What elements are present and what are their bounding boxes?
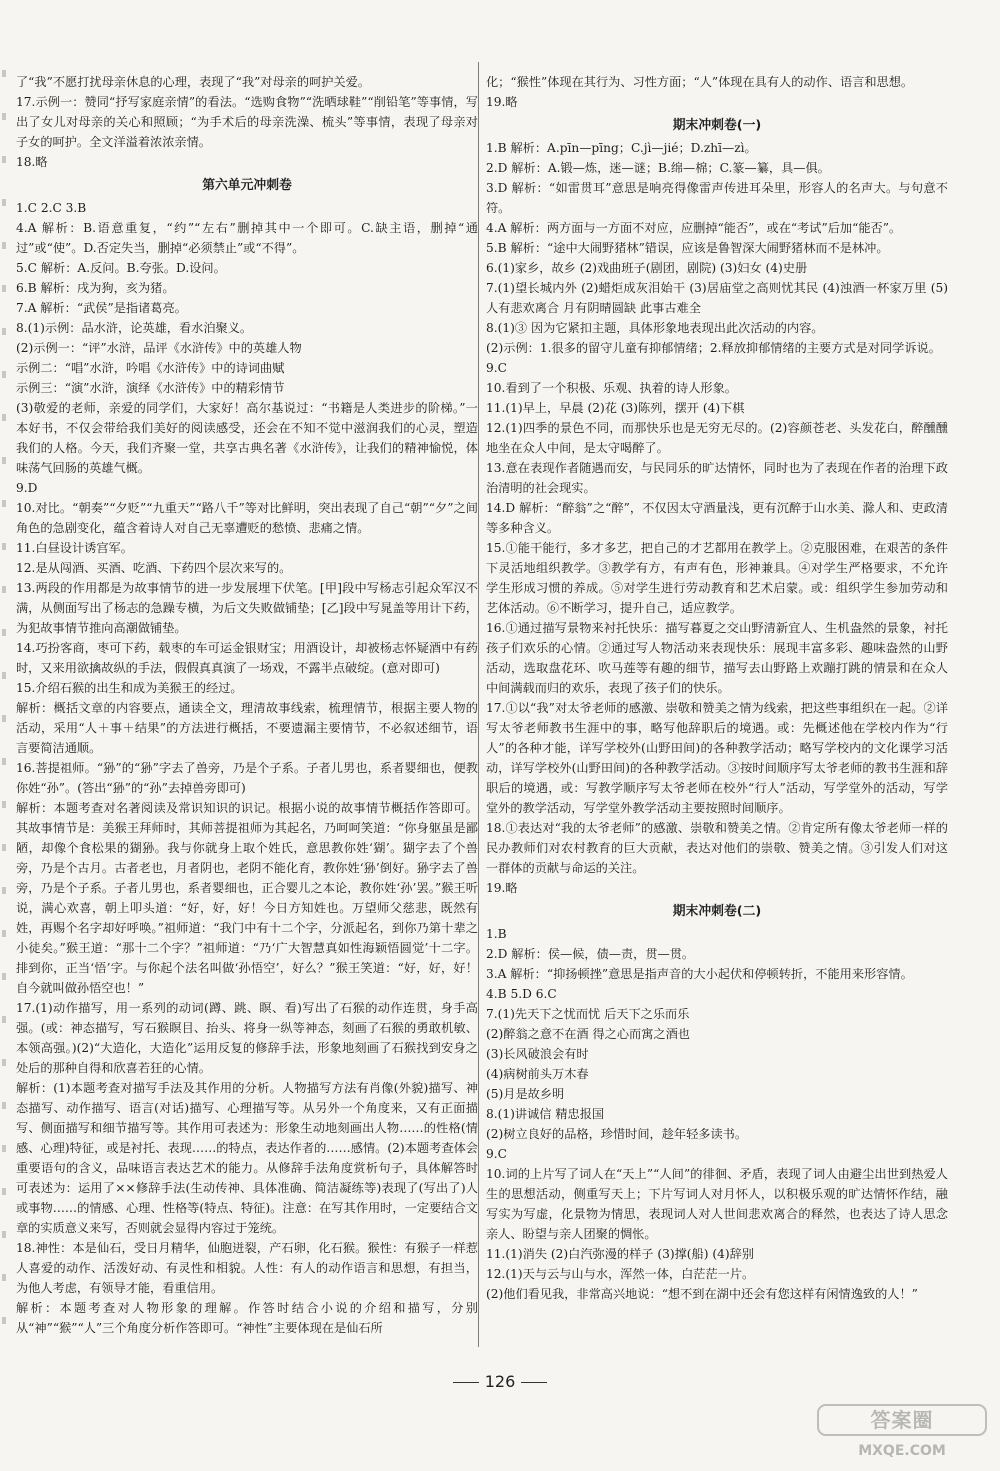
answer-paragraph: 1.B (486, 927, 507, 941)
column-divider (478, 62, 479, 1347)
answer-paragraph: 10.看到了一个积极、乐观、执着的诗人形象。 (486, 381, 737, 395)
answer-paragraph: 2.D 解析：侯—候，债—责，贯—贯。 (486, 947, 695, 961)
answer-paragraph: 19.略 (486, 95, 518, 109)
answer-paragraph: 11.(1)早上，早晨 (2)花 (3)陈列，摆开 (4)下棋 (486, 401, 745, 415)
answer-paragraph: 16.菩提祖师。“狲”的“狲”字去了兽旁，乃是个子系。子者儿男也，系者婴细也，便教你姓“孙”。(答出“狲”的“孙”去掉兽旁即可) (16, 761, 478, 795)
left-column (16, 72, 478, 1338)
answer-paragraph: 解析：本题考查对人物形象的理解。作答时结合小说的介绍和描写，分别从“神”“猴”“人”三个角度分析作答即可。“神性”主要体现在是仙石所 (16, 1301, 478, 1335)
answer-paragraph: (5)月是故乡明 (486, 1087, 565, 1101)
right-column (486, 72, 948, 1304)
answer-paragraph: 11.(1)消失 (2)白汽弥漫的样子 (3)撑(船) (4)辞别 (486, 1247, 755, 1261)
answer-paragraph: 解析：本题考查对名著阅读及常识知识的识记。根据小说的故事情节概括作答即可。其故事情节是：美猴王拜师时，其师菩提祖师为其起名，乃呵呵笑道：“你身躯虽是鄙陋，却像个食松果的猢狲。我与你就身上取个姓氏，意思教你姓‘猢’。猢字去了个兽旁，乃是个古月。古者老也，月者阴也，老阴不能化育，教你姓‘狲’倒好。狲字去了兽旁，乃是个子系。子者儿男也，系者婴细也，正合婴儿之本论，教你姓‘孙’罢。”猴王听说，满心欢喜，朝上叩头道：“好，好，好！今日方知姓也。万望师父慈悲，既然有姓，再赐个名字却好呼唤。”祖师道：“我门中有十二个字，分派起名，到你乃第十辈之小徒矣。”猴王道：“那十二个字？”祖师道：“乃‘广大智慧真如性海颖悟圆觉’十二字。排到你，正当‘悟’字。与你起个法名叫做‘孙悟空’，好么？”猴王笑道：“好，好，好！自今就叫做孙悟空也！” (16, 801, 478, 995)
answer-paragraph: 13.意在表现作者随遇而安，与民同乐的旷达情怀，同时也为了表现在作者的治理下政治清明的社会现实。 (486, 461, 948, 495)
answer-paragraph: 8.(1)③ 因为它紧扣主题，具体形象地表现出此次活动的内容。 (486, 321, 824, 335)
answer-paragraph: 17.(1)动作描写，用一系列的动词(蹲、跳、瞑、看)写出了石猴的动作连贯，身手高强。(或：神态描写，写石猴瞑目、抬头、将身一纵等神态，刻画了石猴的勇敢机敏、本领高强。)(2)“大造化，大造化”运用反复的修辞手法，形象地刻画了石猴找到安身之处后的那种自得和欣喜若狂的心情。 (16, 1001, 478, 1075)
answer-paragraph: 7.(1)先天下之忧而忧 后天下之乐而乐 (486, 1007, 690, 1021)
answer-paragraph: 8.(1)示例：品水浒，论英雄，看水泊聚义。 (16, 321, 253, 335)
answer-paragraph: 示例三：“演”水浒，演绎《水浒传》中的精彩情节 (16, 381, 285, 395)
answer-paragraph: 13.两段的作用都是为故事情节的进一步发展埋下伏笔。[甲]段中写杨志引起众军汉不满，从侧面写出了杨志的急躁专横，为后文失败做铺垫；[乙]段中写晁盖等用计下药，为犯故事情节推向高潮做铺垫。 (16, 581, 478, 635)
answer-paragraph: 18.神性：本是仙石，受日月精华，仙胞迸裂，产石卵，化石猴。猴性：有猴子一样惹人喜爱的动作、活泼好动、有灵性和相貌。人性：有人的动作语言和思想，有担当，为他人考虑，有领导才能，看重信用。 (16, 1241, 478, 1295)
watermark-logo (812, 1401, 992, 1463)
answer-paragraph: 了“我”不愿打扰母亲休息的心理，表现了“我”对母亲的呵护关爱。 (16, 75, 370, 89)
answer-paragraph: 8.(1)讲诚信 精忠报国 (486, 1107, 605, 1121)
answer-paragraph: 1.C 2.C 3.B (16, 201, 87, 215)
answer-paragraph: 12.(1)四季的景色不同，而那快乐也是无穷无尽的。(2)容颜苍老、头发花白，醉醺醺地坐在众人中间，是太守喝醉了。 (486, 421, 948, 455)
answer-paragraph: 14.D 解析：“醉翁”之“醉”，不仅因太守酒量浅，更有沉醉于山水美、滁人和、吏政清等多种含义。 (486, 501, 948, 535)
answer-paragraph: 12.是从闯酒、买酒、吃酒、下药四个层次来写的。 (16, 561, 292, 575)
answer-paragraph: (4)病树前头万木春 (486, 1067, 589, 1081)
answer-paragraph: 5.C 解析：A.反问。B.夸张。D.设问。 (16, 261, 226, 275)
answer-paragraph: 9.C (486, 1147, 507, 1161)
answer-paragraph: 17.①以“我”对太爷老师的感激、崇敬和赞美之情为线索，把这些事组织在一起。②详写太爷老师教书生涯中的事，略写他辞职后的境遇。或：先概述他在学校内作为“行人”的各种才能，详写学校外(山野田间)的各种教学活动；略写学校内的文化课学习活动，详写学校外(山野田间)的各种教学活动。③按时间顺序写太爷老师的教书生涯和辞职后的境遇，或：写教学顺序写太爷老师在校外“行人”活动，写学堂外的活动，写学堂外的教学活动，写学堂外教学活动主要按照时间顺序。 (486, 701, 948, 815)
answer-paragraph: 16.①通过描写景物来衬托快乐：描写暮夏之交山野清新宜人、生机盎然的景象，衬托孩子们欢乐的心情。②通过写人物活动来表现快乐：展现丰富多彩、趣味盎然的山野活动，选取盘花环、吹马莲等有趣的细节，描写去山野路上欢蹦打跳的情景和在众人中间满载而归的欢乐，表现了孩子们的快乐。 (486, 621, 948, 695)
answer-paragraph: 示例二：“唱”水浒，吟唱《水浒传》中的诗词曲赋 (16, 361, 285, 375)
answer-paragraph: 18.略 (16, 155, 48, 169)
answer-paragraph: 6.(1)家乡，故乡 (2)戏曲班子(剧团，剧院) (3)妇女 (4)史册 (486, 261, 808, 275)
answer-paragraph: (2)示例：1.很多的留守儿童有抑郁情绪；2.释放抑郁情绪的主要方式是对同学诉说。 (486, 341, 941, 355)
answer-paragraph: 10.词的上片写了词人在“天上”“人间”的徘徊、矛盾，表现了词人由避尘出世到热爱人生的思想活动，侧重写天上；下片写词人对月怀人，以积极乐观的旷达情怀作结，融写实为写虚，化景物为情思，表现词人对人世间悲欢离合的释然，也表达了诗人思念亲人、盼望与亲人团聚的惆怅。 (486, 1167, 948, 1241)
answer-paragraph: 10.对比。“朝奏”“夕贬”“九重天”“路八千”等对比鲜明，突出表现了自己“朝”“夕”之间角色的急剧变化，蕴含着诗人对自己无辜遭贬的愁愤、悲痛之情。 (16, 501, 478, 535)
section-heading: 期末冲刺卷(一) (672, 118, 762, 133)
answer-paragraph: 9.C (486, 361, 507, 375)
answer-paragraph: 12.(1)天与云与山与水，浑然一体，白茫茫一片。 (486, 1267, 755, 1281)
answer-paragraph: 15.介绍石猴的出生和成为美猴王的经过。 (16, 681, 243, 695)
answer-paragraph: 7.A 解析：“武侯”是指诸葛亮。 (16, 301, 187, 315)
answer-paragraph: (2)醉翁之意不在酒 得之心而寓之酒也 (486, 1027, 690, 1041)
answer-paragraph: 9.D (16, 481, 38, 495)
answer-paragraph: 17.示例一：赞同“抒写家庭亲情”的看法。“选购食物”“洗晒球鞋”“削铅笔”等事情，写出了女儿对母亲的关心和照顾；“为手术后的母亲洗澡、梳头”等事情，表现了母亲对子女的呵护。全文洋溢着浓浓亲情。 (16, 95, 478, 149)
answer-paragraph: 化；“猴性”体现在其行为、习性方面；“人”体现在具有人的动作、语言和思想。 (486, 75, 914, 89)
answer-paragraph: 4.B 5.D 6.C (486, 987, 557, 1001)
answer-paragraph: 11.白昼设计诱宫军。 (16, 541, 133, 555)
page-number-text: 126 (484, 1372, 516, 1391)
answer-paragraph: 3.D 解析：“如雷贯耳”意思是响亮得像雷声传进耳朵里，形容人的名声大。与句意不符。 (486, 181, 948, 215)
answer-paragraph: 14.巧扮客商，枣可下药，载枣的车可运金银财宝；用酒设计，却被杨志怀疑酒中有药时，又来用欲擒故纵的手法，假假真真演了一场戏，不露半点破绽。(意对即可) (16, 641, 478, 675)
answer-paragraph: 1.B 解析：A.pīn—pīng；C.jì—jié；D.zhī—zì。 (486, 141, 757, 155)
page-number (0, 1372, 1000, 1391)
answer-paragraph: 7.(1)望长城内外 (2)蜡炬成灰泪始干 (3)居庙堂之高则忧其民 (4)浊酒一杯家万里 (5)人有悲欢离合 月有阴晴圆缺 此事古难全 (486, 281, 948, 315)
answer-paragraph: (2)他们看见我，非常高兴地说：“想不到在湖中还会有您这样有闲情逸致的人！” (486, 1287, 918, 1301)
answer-paragraph: 解析：概括文章的内容要点，通读全文，理清故事线索，梳理情节，根据主要人物的活动，采用“人＋事＋结果”的方法进行概括，不要遗漏主要情节，不必叙述细节，语言要简洁通顺。 (16, 701, 478, 755)
answer-paragraph: 19.略 (486, 881, 518, 895)
answer-paragraph: 2.D 解析：A.锻—炼，迷—谜；B.绵—棉；C.篆—纂，具—俱。 (486, 161, 830, 175)
page-number-dash-left (453, 1382, 479, 1383)
answer-paragraph: 4.A 解析：两方面与一方面不对应，应删掉“能否”，或在“考试”后加“能否”。 (486, 221, 902, 235)
answer-paragraph: (2)示例一：“评”水浒，品评《水浒传》中的英雄人物 (16, 341, 302, 355)
watermark-url: MXQE.COM (858, 1443, 946, 1459)
answer-paragraph: 15.①能干能行，多才多艺，把自己的才艺都用在教学上。②克服困难，在艰苦的条件下灵活地组织教学。③教学有方，有声有色，形神兼具。④对学生严格要求，不允许学生形成习惯的养成。⑤对学生进行劳动教育和艺术启蒙。或：组织学生参加劳动和艺体活动。⑥不断学习，提升自己，适应教学。 (486, 541, 948, 615)
answer-paragraph: (2)树立良好的品格，珍惜时间，趁年轻多读书。 (486, 1127, 748, 1141)
answer-paragraph: 解析：(1)本题考查对描写手法及其作用的分析。人物描写方法有肖像(外貌)描写、神态描写、动作描写、语言(对话)描写、心理描写等。从另外一个角度来，又有正面描写、侧面描写和细节描写等。其作用可表述为：形象生动地刻画出人物……的性格(情感、心理)特征，或是衬托、表现……的特点，表达作者的……感情。(2)本题考查体会重要语句的含义，品味语言表达艺术的能力。从修辞手法角度赏析句子，具体解答时可表述为：运用了××修辞手法(生动传神、具体准确、简洁凝练等)表现了(写出了)人或事物……的情感、心理、性格等(特点、特征)。注意：在写其作用时，一定要结合文章的实质意义来写，否则就会显得内容过于笼统。 (16, 1081, 478, 1235)
watermark-logo-text: 答案圈 (870, 1408, 934, 1432)
answer-paragraph: 5.B 解析：“途中大闹野猪林”错误，应该是鲁智深大闹野猪林而不是林冲。 (486, 241, 889, 255)
section-heading: 期末冲刺卷(二) (672, 904, 762, 919)
answer-paragraph: 18.①表达对“我的太爷老师”的感激、崇敬和赞美之情。②肯定所有像太爷老师一样的民办教师们对农村教育的巨大贡献，表达对他们的崇敬、赞美之情。③引发人们对这一群体的贡献与命运的关注。 (486, 821, 948, 875)
binding-edge-marks (2, 70, 8, 1450)
answer-paragraph: 6.B 解析：戌为狗，亥为猪。 (16, 281, 175, 295)
page-number-dash-right (521, 1382, 547, 1383)
answer-paragraph: (3)长风破浪会有时 (486, 1047, 589, 1061)
answer-paragraph: (3)敬爱的老师，亲爱的同学们，大家好！高尔基说过：“书籍是人类进步的阶梯。”一本好书，不仅会带给我们美好的阅读感受，还会在不知不觉中滋润我们的心灵，塑造我们的人格。今天，我们齐聚一堂，共享古典名著《水浒传》，让我们的精神愉悦，体味荡气回肠的英雄气概。 (16, 401, 478, 475)
section-heading: 第六单元冲刺卷 (202, 178, 292, 193)
answer-paragraph: 3.A 解析：“抑扬顿挫”意思是指声音的大小起伏和停顿转折，不能用来形容情。 (486, 967, 913, 981)
answer-paragraph: 4.A 解析：B.语意重复，“约”“左右”删掉其中一个即可。C.缺主语，删掉“通过”或“使”。D.否定失当，删掉“必须禁止”或“不得”。 (16, 221, 478, 255)
